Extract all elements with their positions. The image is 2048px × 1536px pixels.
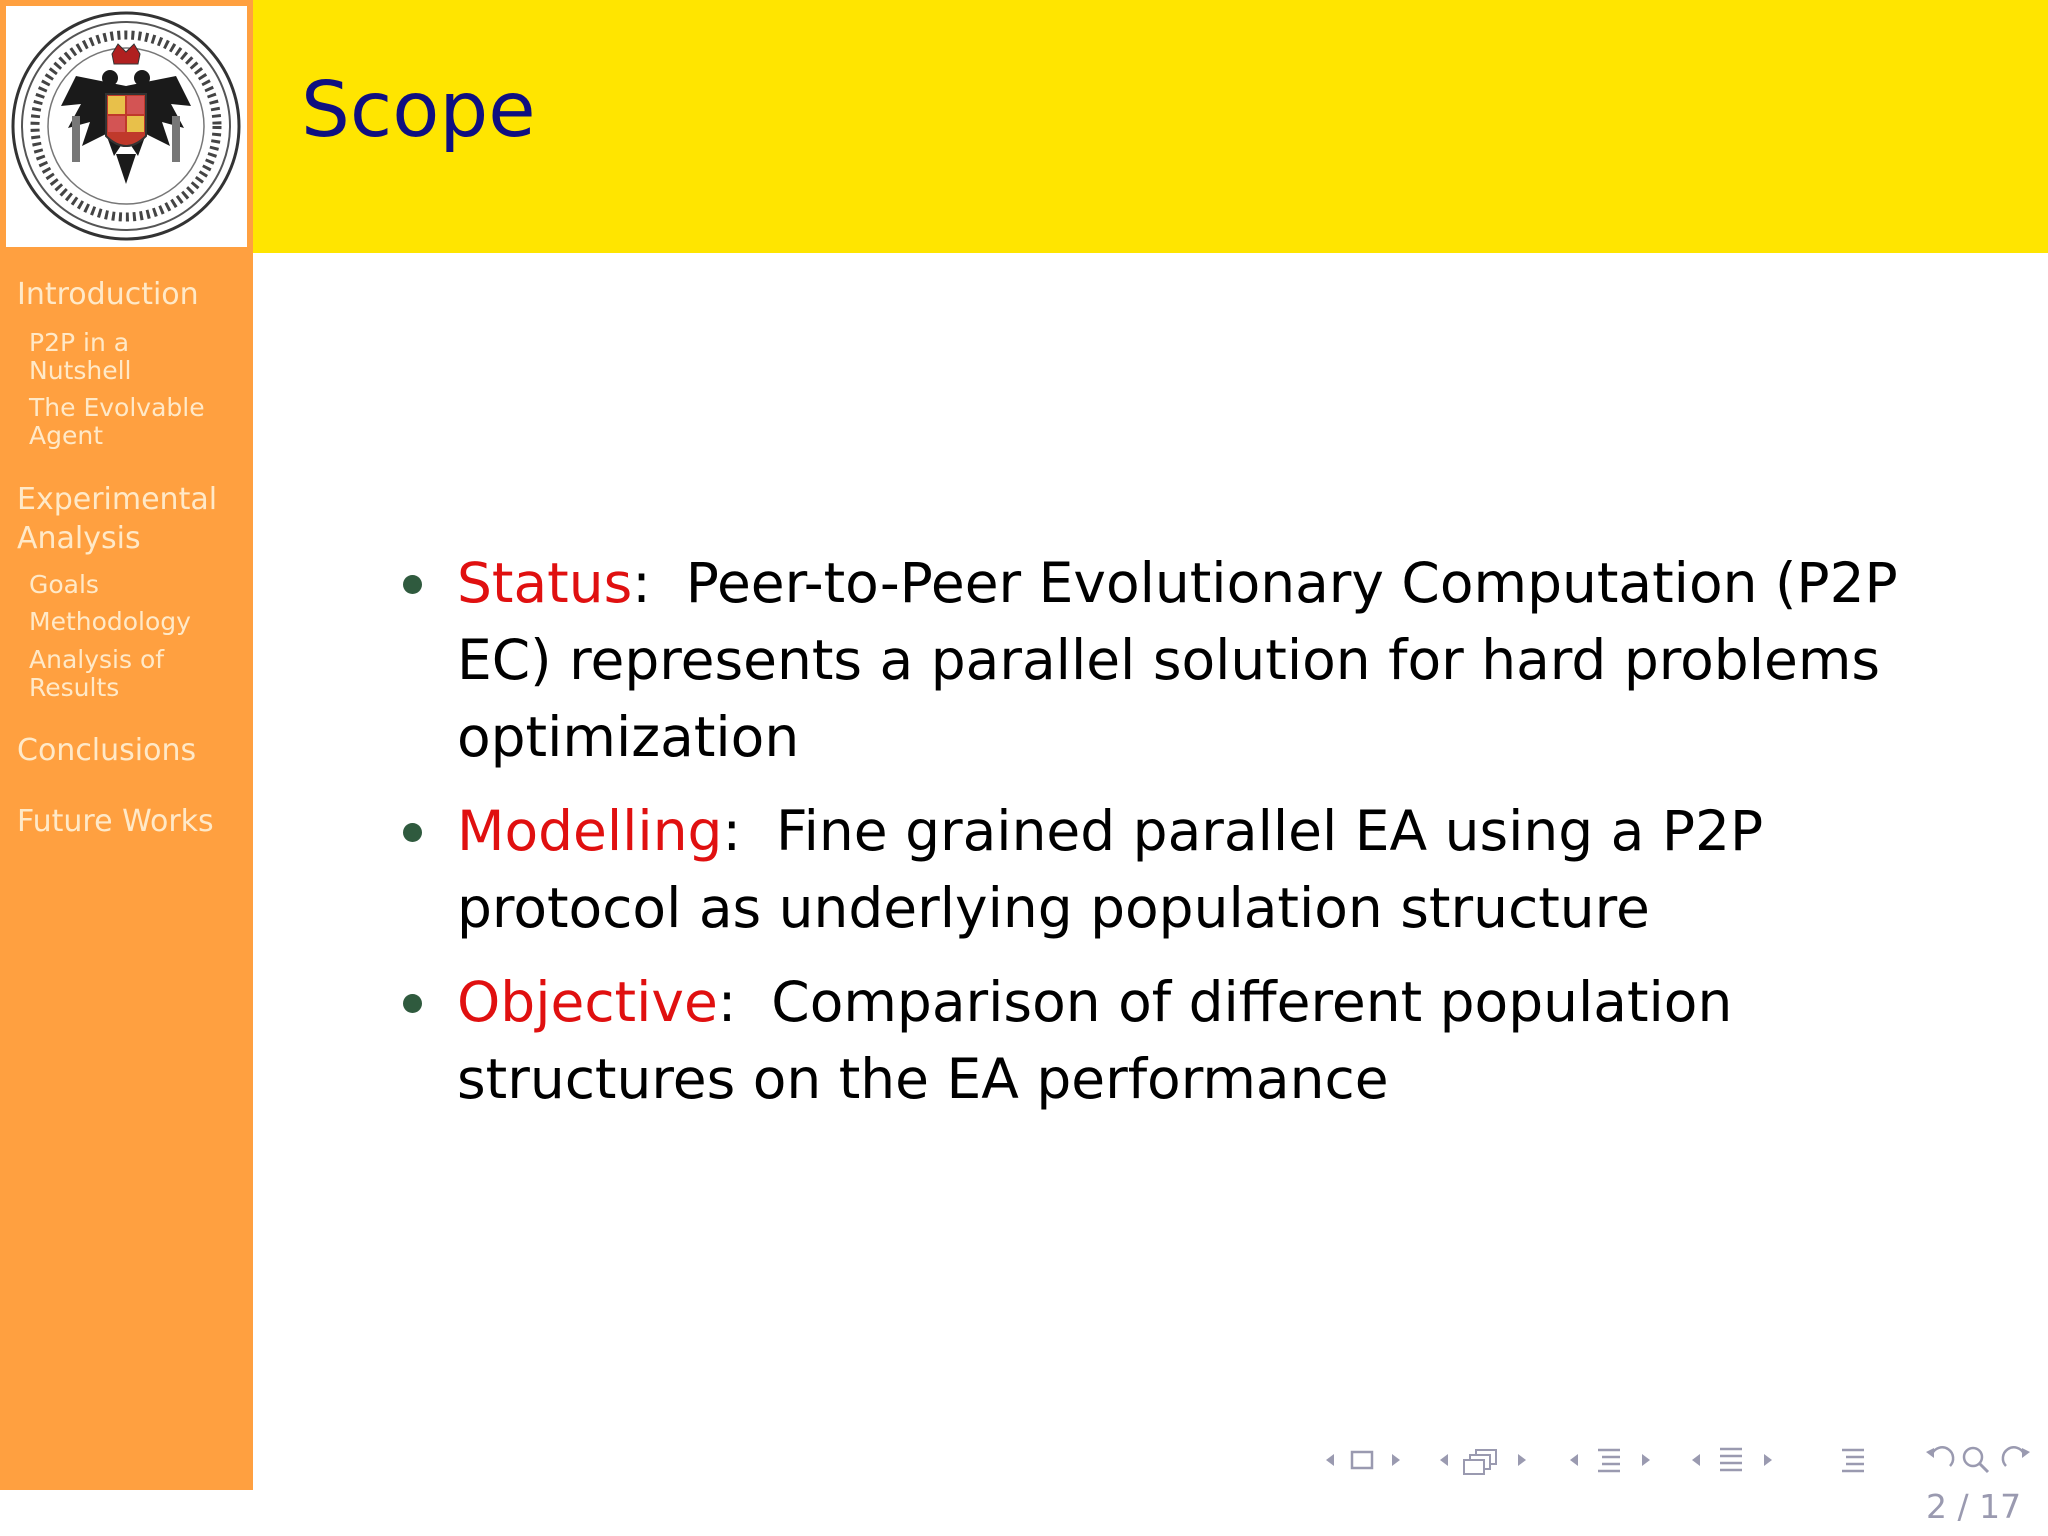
- page-number: 2 / 17: [1926, 1487, 2022, 1526]
- bullet-icon: [403, 823, 422, 842]
- sidebar-item-experimental-analysis-line2[interactable]: Analysis: [17, 521, 141, 556]
- sidebar-item-future-works[interactable]: Future Works: [17, 804, 214, 839]
- sidebar-item-evolvable-agent[interactable]: The Evolvable: [29, 393, 205, 422]
- sidebar-item-introduction[interactable]: Introduction: [17, 277, 199, 312]
- frame-nav-icon[interactable]: [1436, 1440, 1536, 1480]
- university-seal-logo: [6, 6, 247, 247]
- subsection-nav-icon[interactable]: [1560, 1440, 1660, 1480]
- sidebar-item-methodology[interactable]: Methodology: [29, 607, 191, 636]
- logo-frame: [0, 0, 253, 253]
- bullet-text: Comparison of different population structures on the EA performance: [457, 970, 1733, 1111]
- bullet-term: Status: [457, 551, 633, 615]
- sidebar-item-p2p-in-a-nutshell-line2[interactable]: Nutshell: [29, 356, 132, 385]
- section-nav-icon[interactable]: [1682, 1440, 1782, 1480]
- slide-nav-icon[interactable]: [1318, 1440, 1408, 1480]
- undo-icon[interactable]: [1920, 1440, 1960, 1480]
- redo-icon[interactable]: [1996, 1440, 2036, 1480]
- sidebar-item-analysis-of-results[interactable]: Analysis of: [29, 645, 165, 674]
- sidebar-item-conclusions[interactable]: Conclusions: [17, 733, 197, 768]
- bullet-text: Peer-to-Peer Evolutionary Computation (P2P EC) represents a parallel solution for hard problems optimization: [457, 551, 1898, 769]
- bullet-icon: [403, 575, 422, 594]
- sidebar-item-goals[interactable]: Goals: [29, 570, 99, 599]
- sidebar-item-experimental-analysis[interactable]: Experimental: [17, 482, 218, 517]
- slide-content: [395, 545, 1995, 1118]
- sidebar-item-evolvable-agent-line2[interactable]: Agent: [29, 421, 103, 450]
- toc-icon[interactable]: [1830, 1440, 1870, 1480]
- sidebar-item-p2p-in-a-nutshell[interactable]: P2P in a: [29, 328, 130, 357]
- bullet-term: Modelling: [457, 799, 723, 863]
- search-icon[interactable]: [1956, 1440, 1996, 1480]
- bullet-term: Objective: [457, 970, 718, 1034]
- bullet-text: Fine grained parallel EA using a P2P protocol as underlying population structure: [457, 799, 1764, 940]
- slide-title: Scope: [301, 66, 536, 155]
- bullet-icon: [403, 994, 422, 1013]
- bullet-item-modelling: Modelling: Fine grained parallel EA using a P2P protocol as underlying population structure: [395, 793, 1995, 947]
- bullet-item-status: Status: Peer-to-Peer Evolutionary Computation (P2P EC) represents a parallel solution for hard problems optimization: [395, 545, 1995, 776]
- bullet-item-objective: Objective: Comparison of different population structures on the EA performance: [395, 964, 1995, 1118]
- sidebar-item-analysis-of-results-line2[interactable]: Results: [29, 673, 120, 702]
